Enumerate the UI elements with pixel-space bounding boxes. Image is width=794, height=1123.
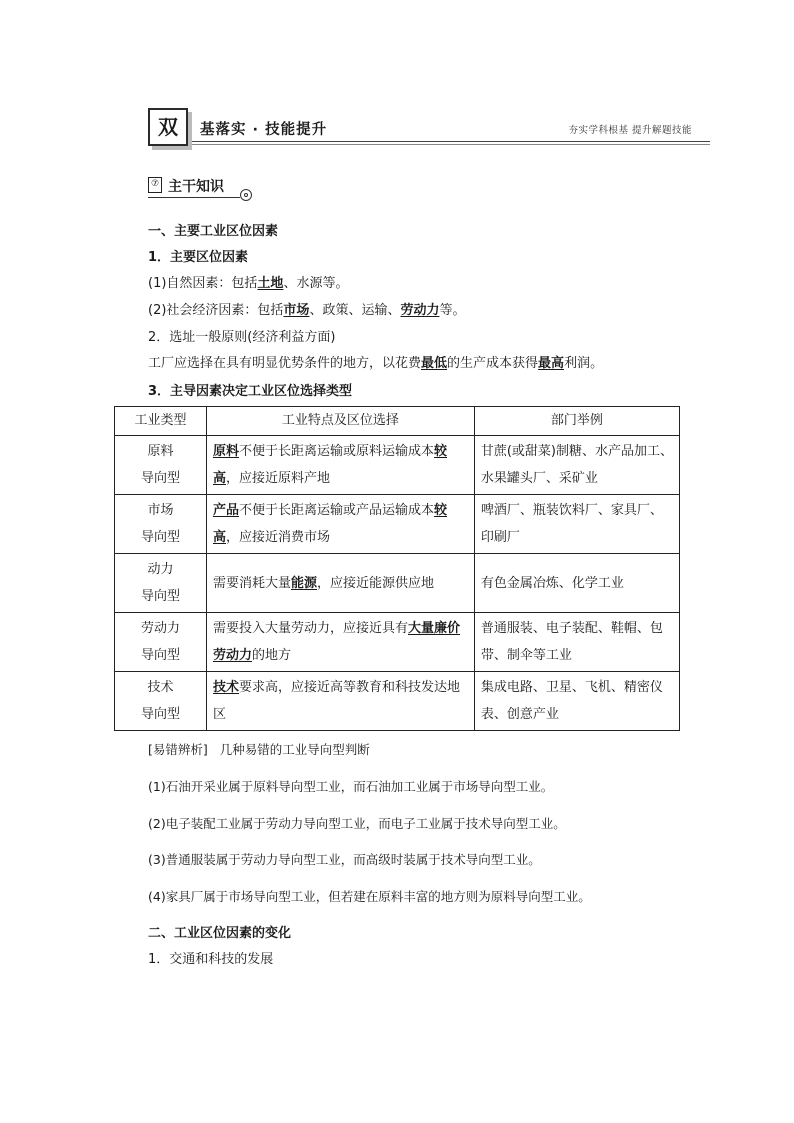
type-cell xyxy=(115,554,207,613)
paragraph-social-factors xyxy=(148,299,465,318)
text: 、水源等。 xyxy=(283,276,349,291)
circle-mark-icon xyxy=(240,189,252,201)
text: 等。 xyxy=(439,303,466,318)
type-label: 导向型 xyxy=(140,648,180,663)
table-row xyxy=(115,672,680,731)
paragraph-principle xyxy=(148,352,603,371)
text: 要求高，应接近高等教育和科技发达地区 xyxy=(212,680,460,722)
note-title: 几种易错的工业导向型判断 xyxy=(219,742,370,757)
example-cell: 集成电路、卫星、飞机、精密仪表、创意产业 xyxy=(474,672,679,731)
heading-1: 一、主要工业区位因素 xyxy=(148,224,279,239)
text: 、政策、运输、 xyxy=(309,303,401,318)
text: 不便于长距离运输或原料运输成本 xyxy=(238,444,434,459)
text: 需要投入大量劳动力，应接近具有 xyxy=(212,621,408,636)
feature-cell xyxy=(206,436,474,495)
type-label: 原料 xyxy=(147,444,174,459)
feature-cell xyxy=(206,554,474,613)
key-term: 较高 xyxy=(212,503,448,545)
type-label: 技术 xyxy=(147,680,174,695)
text: (2)社会经济因素：包括 xyxy=(148,303,284,318)
key-term: 最高 xyxy=(538,356,565,371)
text: ，应接近消费市场 xyxy=(225,530,330,545)
subheading-1: 1．主要区位因素 xyxy=(148,250,249,265)
type-label: 导向型 xyxy=(140,589,180,604)
text: (1)自然因素：包括 xyxy=(148,276,258,291)
table-row xyxy=(115,613,680,672)
type-cell xyxy=(115,495,207,554)
feature-cell xyxy=(206,613,474,672)
subheading-3: 3．主导因素决定工业区位选择类型 xyxy=(148,384,353,399)
column-header: 部门举例 xyxy=(474,407,679,436)
header-slogan: 夯实学科根基 提升解题技能 xyxy=(568,125,692,136)
type-label: 动力 xyxy=(147,562,174,577)
key-term: 劳动力 xyxy=(400,303,440,318)
key-term: 能源 xyxy=(290,575,317,591)
type-label: 劳动力 xyxy=(140,621,180,636)
column-header: 工业特点及区位选择 xyxy=(206,407,474,436)
text: 的生产成本获得 xyxy=(447,356,539,371)
note-item: (4)家具厂属于市场导向型工业，但若建在原料丰富的地方则为原料导向型工业。 xyxy=(148,889,591,904)
type-cell xyxy=(115,672,207,731)
key-term: 技术 xyxy=(212,680,239,695)
feature-cell xyxy=(206,672,474,731)
header-rule-thin xyxy=(192,144,710,145)
example-cell: 有色金属冶炼、化学工业 xyxy=(474,554,679,613)
note-item: (3)普通服装属于劳动力导向型工业，而高级时装属于技术导向型工业。 xyxy=(148,852,541,867)
key-term: 产品 xyxy=(212,503,239,518)
example-cell: 甘蔗(或甜菜)制糖、水产品加工、水果罐头厂、采矿业 xyxy=(474,436,679,495)
key-term: 市场 xyxy=(283,303,310,318)
type-cell xyxy=(115,436,207,495)
industry-type-table xyxy=(114,406,680,731)
example-cell: 啤酒厂、瓶装饮料厂、家具厂、印刷厂 xyxy=(474,495,679,554)
table-row xyxy=(115,495,680,554)
example-cell: 普通服装、电子装配、鞋帽、包带、制伞等工业 xyxy=(474,613,679,672)
key-term: 较高 xyxy=(212,444,448,486)
note-item: (2)电子装配工业属于劳动力导向型工业，而电子工业属于技术导向型工业。 xyxy=(148,816,566,831)
text: 需要消耗大量 xyxy=(212,575,291,591)
table-row xyxy=(115,554,680,613)
text: ，应接近能源供应地 xyxy=(317,575,435,591)
section-title: 主干知识 xyxy=(168,179,224,195)
type-label: 导向型 xyxy=(140,471,180,486)
table-row xyxy=(115,436,680,495)
heading-2: 二、工业区位因素的变化 xyxy=(148,926,292,941)
type-cell xyxy=(115,613,207,672)
note-item: (1)石油开采业属于原料导向型工业，而石油加工业属于市场导向型工业。 xyxy=(148,779,554,794)
note-tag: [易错辨析] xyxy=(148,742,208,757)
feature-cell xyxy=(206,495,474,554)
note-heading xyxy=(148,740,370,758)
subheading-2: 2．选址一般原则(经济利益方面) xyxy=(148,330,336,345)
text: 不便于长距离运输或产品运输成本 xyxy=(238,503,434,518)
column-header: 工业类型 xyxy=(115,407,207,436)
paragraph-natural-factors xyxy=(148,272,348,291)
section-underline xyxy=(148,197,240,198)
type-label: 导向型 xyxy=(140,707,180,722)
text: ，应接近原料产地 xyxy=(225,471,330,486)
book-icon: ⑦ xyxy=(148,177,162,193)
header-rule xyxy=(192,141,710,142)
type-label: 市场 xyxy=(147,503,174,518)
chapter-header xyxy=(148,108,710,148)
key-term: 土地 xyxy=(257,276,284,291)
text: 利润。 xyxy=(564,356,604,371)
text: 工厂应选择在具有明显优势条件的地方，以花费 xyxy=(148,356,422,371)
type-label: 导向型 xyxy=(140,530,180,545)
chapter-badge: 双 xyxy=(148,108,188,146)
key-term: 原料 xyxy=(212,444,239,459)
table-header-row xyxy=(115,407,680,436)
text: 的地方 xyxy=(251,648,291,663)
subheading-2-1: 1．交通和科技的发展 xyxy=(148,952,274,967)
chapter-title: 基落实 · 技能提升 xyxy=(200,122,328,138)
key-term: 最低 xyxy=(421,356,448,371)
key-term: 大量廉价劳动力 xyxy=(212,621,460,663)
